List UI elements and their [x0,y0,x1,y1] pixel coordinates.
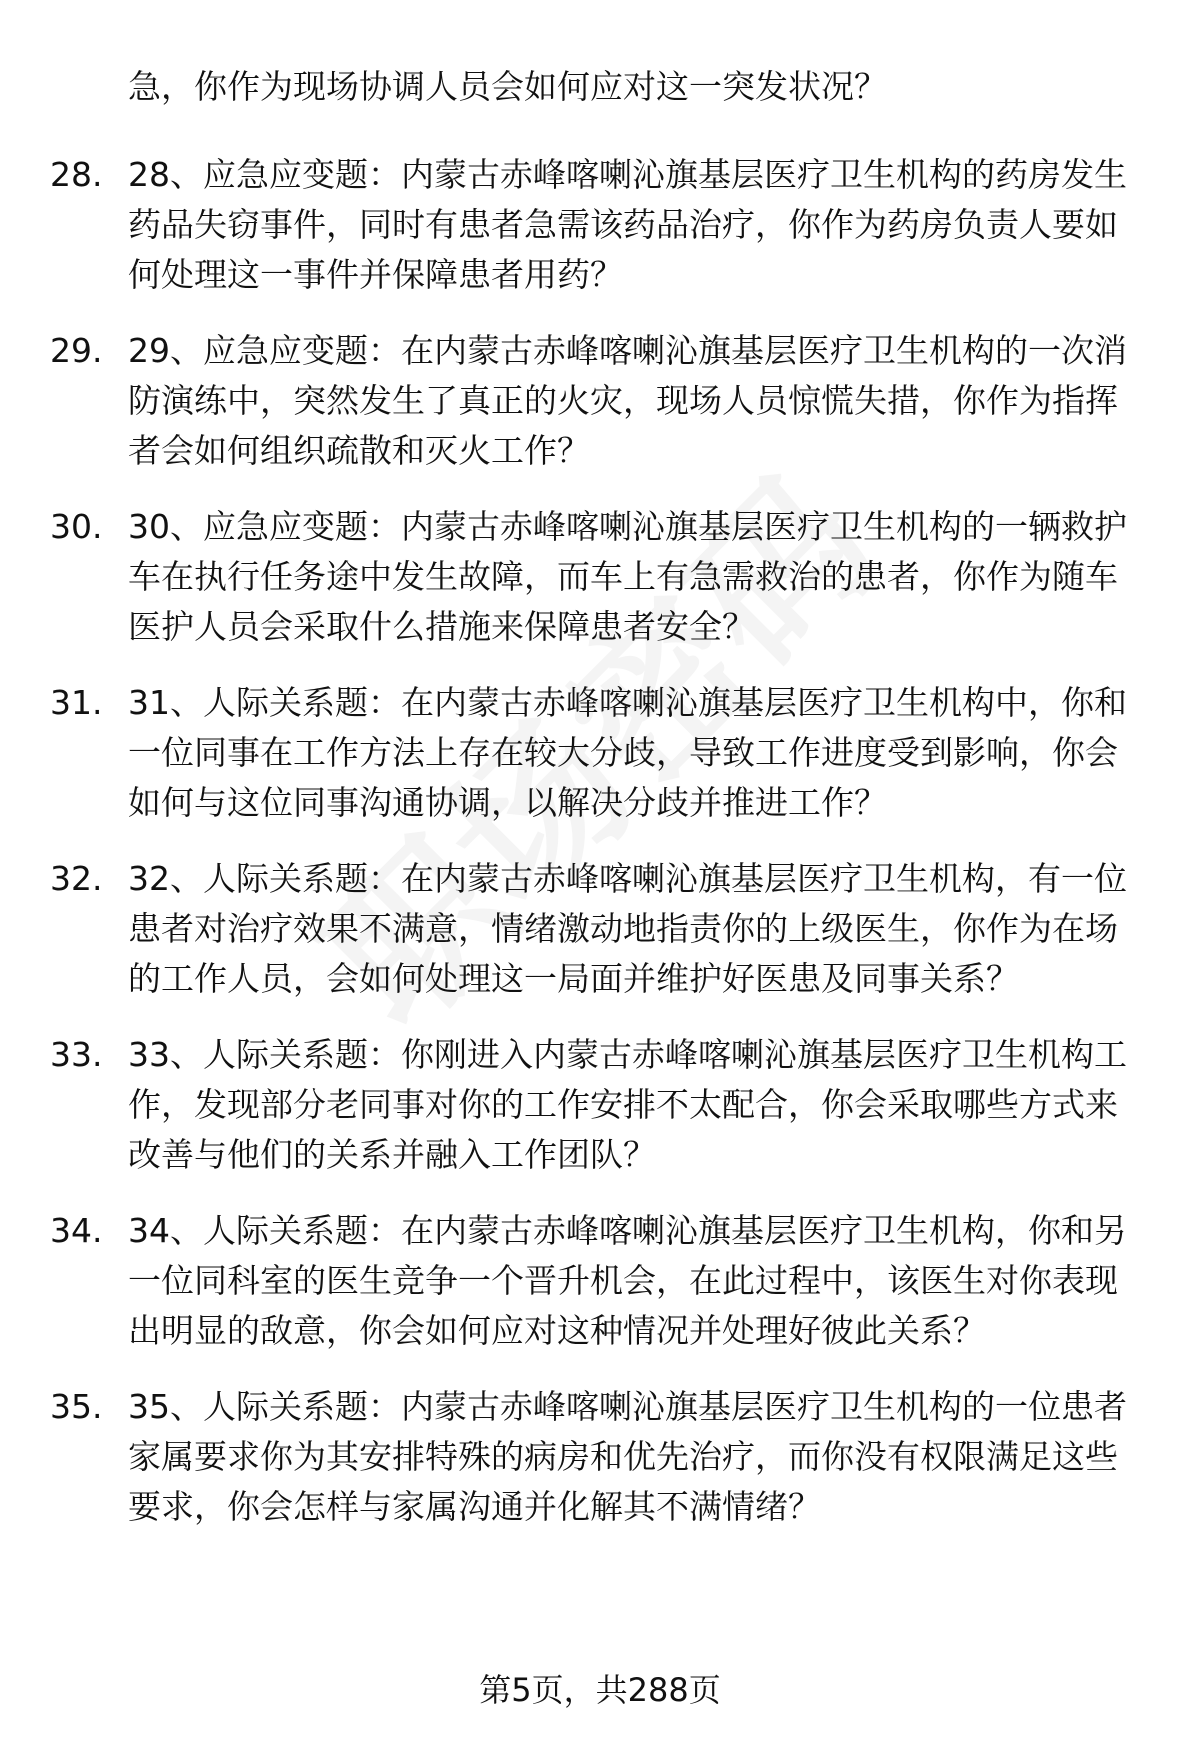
list-item [0,150,1200,300]
list-item-number: 33. [50,1035,103,1074]
list-item-text: 33、人际关系题：你刚进入内蒙古赤峰喀喇沁旗基层医疗卫生机构工作，发现部分老同事对你的工作安排不太配合，你会采取哪些方式来改善与他们的关系并融入工作团队？ [128,1035,1127,1174]
list-item-text: 35、人际关系题：内蒙古赤峰喀喇沁旗基层医疗卫生机构的一位患者家属要求你为其安排特殊的病房和优先治疗，而你没有权限满足这些要求，你会怎样与家属沟通并化解其不满情绪？ [128,1387,1127,1526]
list-item-number: 28. [50,155,103,194]
list-item-number: 35. [50,1387,103,1426]
list-item-number: 31. [50,683,103,722]
list-item-number: 32. [50,859,103,898]
list-item [0,1382,1200,1532]
list-item-text: 30、应急应变题：内蒙古赤峰喀喇沁旗基层医疗卫生机构的一辆救护车在执行任务途中发生故障，而车上有急需救治的患者，你作为随车医护人员会采取什么措施来保障患者安全？ [128,507,1127,646]
list-item-text: 28、应急应变题：内蒙古赤峰喀喇沁旗基层医疗卫生机构的药房发生药品失窃事件，同时有患者急需该药品治疗，你作为药房负责人要如何处理这一事件并保障患者用药？ [128,155,1127,294]
question-list [0,150,1200,1558]
list-item [0,1206,1200,1356]
list-item-text: 32、人际关系题：在内蒙古赤峰喀喇沁旗基层医疗卫生机构，有一位患者对治疗效果不满意，情绪激动地指责你的上级医生，你作为在场的工作人员，会如何处理这一局面并维护好医患及同事关系？ [128,859,1127,998]
list-item-text: 34、人际关系题：在内蒙古赤峰喀喇沁旗基层医疗卫生机构，你和另一位同科室的医生竞争一个晋升机会，在此过程中，该医生对你表现出明显的敌意，你会如何应对这种情况并处理好彼此关系？ [128,1211,1127,1350]
continuation-text: 急，你作为现场协调人员会如何应对这一突发状况？ [128,67,887,106]
list-item-number: 29. [50,331,103,370]
list-item-number: 34. [50,1211,103,1250]
list-item-number: 30. [50,507,103,546]
list-item [0,326,1200,476]
list-item [0,854,1200,1004]
list-item [0,678,1200,828]
list-item-text: 31、人际关系题：在内蒙古赤峰喀喇沁旗基层医疗卫生机构中，你和一位同事在工作方法上存在较大分歧，导致工作进度受到影响，你会如何与这位同事沟通协调，以解决分歧并推进工作？ [128,683,1127,822]
page-footer: 第5页，共288页 [479,1671,721,1709]
list-item-text: 29、应急应变题：在内蒙古赤峰喀喇沁旗基层医疗卫生机构的一次消防演练中，突然发生了真正的火灾，现场人员惊慌失措，你作为指挥者会如何组织疏散和灭火工作？ [128,331,1127,470]
list-item [0,502,1200,652]
list-item [0,1030,1200,1180]
